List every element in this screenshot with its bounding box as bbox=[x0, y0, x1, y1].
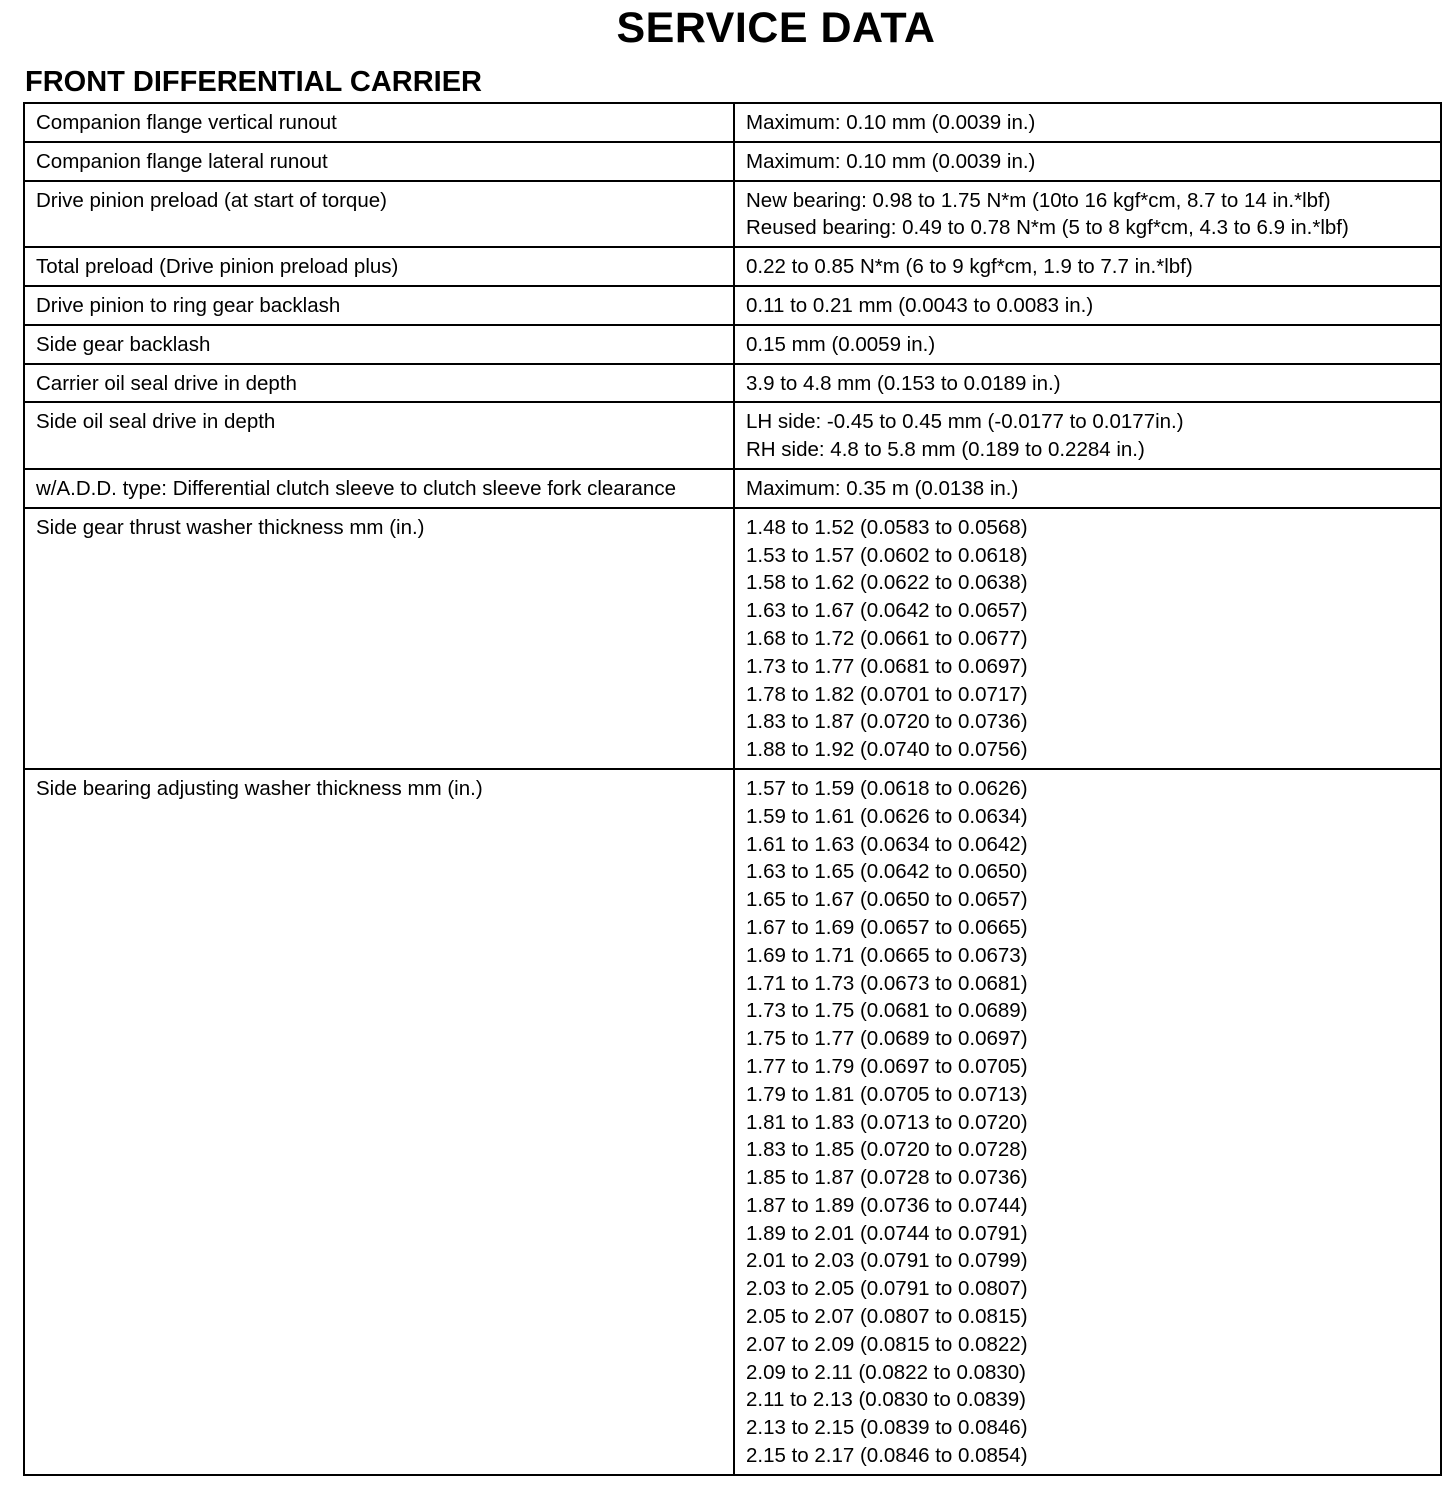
spec-value-line: 1.73 to 1.77 (0.0681 to 0.0697) bbox=[746, 654, 1028, 678]
spec-value-line: 1.69 to 1.71 (0.0665 to 0.0673) bbox=[746, 943, 1028, 967]
spec-label-cell: Drive pinion preload (at start of torque) bbox=[24, 181, 734, 248]
spec-value-line: New bearing: 0.98 to 1.75 N*m (10to 16 kgf*cm, 8.7 to 14 in.*lbf) bbox=[746, 188, 1331, 212]
spec-value-line: 2.07 to 2.09 (0.0815 to 0.0822) bbox=[746, 1332, 1028, 1356]
table-row bbox=[24, 508, 1441, 769]
spec-value-cell bbox=[734, 469, 1441, 508]
spec-label-cell: Total preload (Drive pinion preload plus) bbox=[24, 247, 734, 286]
spec-value-line: 2.13 to 2.15 (0.0839 to 0.0846) bbox=[746, 1416, 1028, 1440]
spec-value-line: 1.53 to 1.57 (0.0602 to 0.0618) bbox=[746, 543, 1028, 567]
spec-value-line: 1.85 to 1.87 (0.0728 to 0.0736) bbox=[746, 1166, 1028, 1190]
table-row bbox=[24, 325, 1441, 364]
spec-value-line: 2.09 to 2.11 (0.0822 to 0.0830) bbox=[746, 1360, 1027, 1384]
spec-value-line: 1.78 to 1.82 (0.0701 to 0.0717) bbox=[746, 682, 1028, 706]
spec-value-line: 0.15 mm (0.0059 in.) bbox=[746, 332, 936, 356]
spec-value-line: 1.79 to 1.81 (0.0705 to 0.0713) bbox=[746, 1082, 1028, 1106]
spec-value-line: 1.61 to 1.63 (0.0634 to 0.0642) bbox=[746, 832, 1028, 856]
spec-value-line: 0.22 to 0.85 N*m (6 to 9 kgf*cm, 1.9 to 7.7 in.*lbf) bbox=[746, 255, 1193, 279]
spec-value-line: 1.57 to 1.59 (0.0618 to 0.0626) bbox=[746, 776, 1028, 800]
spec-label-cell: Carrier oil seal drive in depth bbox=[24, 364, 734, 403]
spec-value-cell bbox=[734, 769, 1441, 1475]
service-data-table bbox=[23, 102, 1442, 1476]
spec-value-cell bbox=[734, 103, 1441, 142]
table-row bbox=[24, 286, 1441, 325]
spec-value-line: 1.68 to 1.72 (0.0661 to 0.0677) bbox=[746, 626, 1028, 650]
spec-label-cell: Drive pinion to ring gear backlash bbox=[24, 286, 734, 325]
spec-value-line: 1.48 to 1.52 (0.0583 to 0.0568) bbox=[746, 515, 1028, 539]
spec-label-cell: Side oil seal drive in depth bbox=[24, 402, 734, 469]
table-row bbox=[24, 181, 1441, 248]
spec-label-cell: Side gear thrust washer thickness mm (in.) bbox=[24, 508, 734, 769]
spec-value-line: 1.89 to 2.01 (0.0744 to 0.0791) bbox=[746, 1221, 1028, 1245]
spec-value-line: LH side: -0.45 to 0.45 mm (-0.0177 to 0.0177in.) bbox=[746, 410, 1184, 434]
spec-value-cell bbox=[734, 142, 1441, 181]
spec-value-line: 1.87 to 1.89 (0.0736 to 0.0744) bbox=[746, 1193, 1028, 1217]
spec-label-cell: Companion flange vertical runout bbox=[24, 103, 734, 142]
spec-value-line: Maximum: 0.10 mm (0.0039 in.) bbox=[746, 149, 1036, 173]
table-row bbox=[24, 769, 1441, 1475]
spec-value-line: 2.15 to 2.17 (0.0846 to 0.0854) bbox=[746, 1444, 1028, 1468]
section-title: FRONT DIFFERENTIAL CARRIER bbox=[25, 66, 483, 98]
table-row bbox=[24, 103, 1441, 142]
spec-value-line: 1.77 to 1.79 (0.0697 to 0.0705) bbox=[746, 1054, 1028, 1078]
spec-value-line: 1.58 to 1.62 (0.0622 to 0.0638) bbox=[746, 571, 1028, 595]
spec-value-line: 1.67 to 1.69 (0.0657 to 0.0665) bbox=[746, 915, 1028, 939]
spec-value-line: Maximum: 0.35 m (0.0138 in.) bbox=[746, 476, 1019, 500]
spec-label-cell: Side gear backlash bbox=[24, 325, 734, 364]
spec-value-line: 2.05 to 2.07 (0.0807 to 0.0815) bbox=[746, 1305, 1028, 1329]
spec-value-line: 1.83 to 1.85 (0.0720 to 0.0728) bbox=[746, 1138, 1028, 1162]
spec-value-line: 1.59 to 1.61 (0.0626 to 0.0634) bbox=[746, 804, 1028, 828]
spec-label-cell: Companion flange lateral runout bbox=[24, 142, 734, 181]
spec-label-cell: w/A.D.D. type: Differential clutch sleeve to clutch sleeve fork clearance bbox=[24, 469, 734, 508]
table-row bbox=[24, 142, 1441, 181]
table-row bbox=[24, 247, 1441, 286]
spec-value-line: 3.9 to 4.8 mm (0.153 to 0.0189 in.) bbox=[746, 371, 1061, 395]
spec-value-line: 1.73 to 1.75 (0.0681 to 0.0689) bbox=[746, 999, 1028, 1023]
spec-value-line: 1.63 to 1.67 (0.0642 to 0.0657) bbox=[746, 599, 1028, 623]
spec-value-line: Maximum: 0.10 mm (0.0039 in.) bbox=[746, 111, 1036, 134]
table-row bbox=[24, 402, 1441, 469]
spec-value-line: 1.71 to 1.73 (0.0673 to 0.0681) bbox=[746, 971, 1028, 995]
spec-value-line: 1.81 to 1.83 (0.0713 to 0.0720) bbox=[746, 1110, 1028, 1134]
table-row bbox=[24, 469, 1441, 508]
spec-value-cell bbox=[734, 508, 1441, 769]
spec-value-line: 1.65 to 1.67 (0.0650 to 0.0657) bbox=[746, 888, 1028, 912]
spec-value-line: 1.75 to 1.77 (0.0689 to 0.0697) bbox=[746, 1027, 1028, 1051]
spec-value-cell bbox=[734, 402, 1441, 469]
spec-value-cell bbox=[734, 325, 1441, 364]
service-data-table-body bbox=[24, 103, 1441, 1475]
spec-value-line: 1.63 to 1.65 (0.0642 to 0.0650) bbox=[746, 860, 1028, 884]
page-title: SERVICE DATA bbox=[616, 4, 936, 52]
spec-value-line: 2.01 to 2.03 (0.0791 to 0.0799) bbox=[746, 1249, 1028, 1273]
spec-value-line: Reused bearing: 0.49 to 0.78 N*m (5 to 8 kgf*cm, 4.3 to 6.9 in.*lbf) bbox=[746, 216, 1349, 240]
spec-label-cell: Side bearing adjusting washer thickness mm (in.) bbox=[24, 769, 734, 1475]
spec-value-line: 2.11 to 2.13 (0.0830 to 0.0839) bbox=[746, 1388, 1027, 1412]
spec-value-line: 0.11 to 0.21 mm (0.0043 to 0.0083 in.) bbox=[746, 293, 1094, 317]
spec-value-line: 1.88 to 1.92 (0.0740 to 0.0756) bbox=[746, 738, 1028, 762]
spec-value-cell bbox=[734, 286, 1441, 325]
spec-value-line: RH side: 4.8 to 5.8 mm (0.189 to 0.2284 in.) bbox=[746, 438, 1145, 462]
spec-value-line: 2.03 to 2.05 (0.0791 to 0.0807) bbox=[746, 1277, 1028, 1301]
spec-value-cell bbox=[734, 364, 1441, 403]
spec-value-line: 1.83 to 1.87 (0.0720 to 0.0736) bbox=[746, 710, 1028, 734]
spec-value-cell bbox=[734, 247, 1441, 286]
spec-value-cell bbox=[734, 181, 1441, 248]
table-row bbox=[24, 364, 1441, 403]
